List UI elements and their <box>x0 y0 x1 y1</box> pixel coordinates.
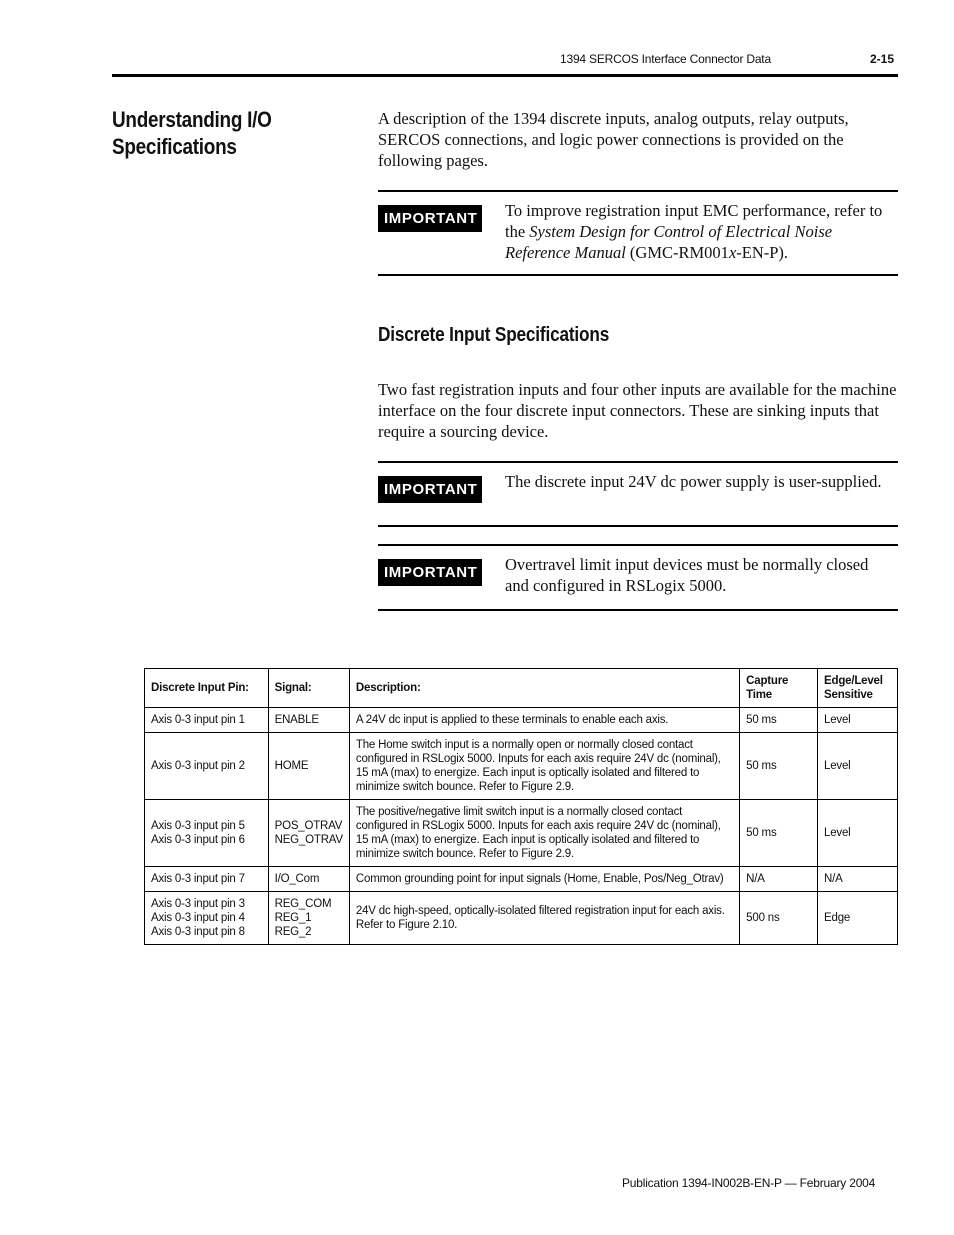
cell-pin <box>145 892 269 945</box>
cell-signal-line: POS_OTRAV <box>274 820 343 832</box>
reference-manual-title: System Design for Control of Electrical Noise Reference Manual <box>505 222 833 262</box>
table-row <box>145 800 898 867</box>
cell-capture-time: 50 ms <box>740 733 818 800</box>
cell-capture-time: 50 ms <box>740 800 818 867</box>
col-header-edge-level: Edge/Level Sensitive <box>818 669 898 708</box>
important-text-emc-post: -EN-P). <box>736 243 789 262</box>
intro-paragraph: A description of the 1394 discrete inputs, analog outputs, relay outputs, SERCOS connections, and logic power connections is provided on the following pages. <box>378 109 849 170</box>
cell-pin-line: Axis 0-3 input pin 6 <box>151 834 245 846</box>
cell-description: The positive/negative limit switch input is a normally closed contact configured in RSLogix 5000. Inputs for each axis require 24V dc (nominal), 15 mA (max) to energize. Each input is optically isolated and filtered to minimize switch bounce. Refer to Figure 2.9. <box>349 800 739 867</box>
cell-signal-line: HOME <box>274 760 309 772</box>
cell-signal <box>268 733 349 800</box>
cell-edge-level: Level <box>818 733 898 800</box>
cell-pin-line: Axis 0-3 input pin 5 <box>151 820 245 832</box>
table-row <box>145 733 898 800</box>
important-text-overtravel: Overtravel limit input devices must be normally closed and configured in RSLogix 5000. <box>505 555 869 595</box>
cell-signal-line: REG_1 <box>274 912 312 924</box>
important-note-emc <box>378 190 898 276</box>
page-number: 2-15 <box>870 52 895 66</box>
cell-signal-line: REG_COM <box>274 898 332 910</box>
cell-description: The Home switch input is a normally open or normally closed contact configured in RSLogix 5000. Inputs for each axis require 24V dc (nominal), 15 mA (max) to energize. Each input is optically isolated and filtered to minimize switch bounce. Refer to Figure 2.9. <box>349 733 739 800</box>
cell-pin <box>145 867 269 892</box>
important-text-emc-mid: (GMC-RM001 <box>625 243 729 262</box>
cell-capture-time: 50 ms <box>740 708 818 733</box>
cell-description: Common grounding point for input signals (Home, Enable, Pos/Neg_Otrav) <box>349 867 739 892</box>
important-label: IMPORTANT <box>378 476 482 503</box>
important-text-emc <box>505 200 885 263</box>
cell-edge-level: Edge <box>818 892 898 945</box>
cell-signal <box>268 892 349 945</box>
important-text-power-supply: The discrete input 24V dc power supply is user-supplied. <box>505 472 882 491</box>
cell-pin <box>145 708 269 733</box>
important-note-power-supply <box>378 461 898 527</box>
cell-pin-line: Axis 0-3 input pin 4 <box>151 912 245 924</box>
important-label: IMPORTANT <box>378 559 482 586</box>
cell-signal-line: ENABLE <box>274 714 319 726</box>
col-header-pin: Discrete Input Pin: <box>145 669 269 708</box>
cell-pin-line: Axis 0-3 input pin 3 <box>151 898 245 910</box>
table-row <box>145 708 898 733</box>
cell-pin-line: Axis 0-3 input pin 1 <box>151 714 245 726</box>
table-header-row <box>145 669 898 708</box>
cell-pin-line: Axis 0-3 input pin 7 <box>151 873 245 885</box>
cell-capture-time: 500 ns <box>740 892 818 945</box>
important-text-emc-x: x <box>728 243 737 262</box>
col-header-description: Description: <box>349 669 739 708</box>
section-title: Understanding I/O Specifications <box>112 107 272 159</box>
table-row <box>145 867 898 892</box>
publication-footer: Publication 1394-IN002B-EN-P — February 2004 <box>622 1176 876 1190</box>
cell-signal <box>268 708 349 733</box>
cell-signal <box>268 800 349 867</box>
col-header-signal: Signal: <box>268 669 349 708</box>
cell-edge-level: Level <box>818 800 898 867</box>
cell-signal-line: NEG_OTRAV <box>274 834 343 846</box>
header-rule <box>112 74 898 77</box>
cell-capture-time: N/A <box>740 867 818 892</box>
discrete-input-table <box>144 668 898 945</box>
cell-signal-line: REG_2 <box>274 926 312 938</box>
cell-pin <box>145 800 269 867</box>
cell-pin-line: Axis 0-3 input pin 8 <box>151 926 245 938</box>
table-row <box>145 892 898 945</box>
important-label: IMPORTANT <box>378 205 482 232</box>
cell-edge-level: N/A <box>818 867 898 892</box>
header-section-title: 1394 SERCOS Interface Connector Data <box>560 52 771 66</box>
cell-edge-level: Level <box>818 708 898 733</box>
cell-signal-line: I/O_Com <box>274 873 320 885</box>
col-header-capture-time: Capture Time <box>740 669 818 708</box>
subsection-title: Discrete Input Specifications <box>378 324 610 346</box>
important-note-overtravel <box>378 544 898 611</box>
cell-description: A 24V dc input is applied to these terminals to enable each axis. <box>349 708 739 733</box>
cell-pin-line: Axis 0-3 input pin 2 <box>151 760 245 772</box>
cell-description: 24V dc high-speed, optically-isolated filtered registration input for each axis. Refer to Figure 2.10. <box>349 892 739 945</box>
cell-signal <box>268 867 349 892</box>
cell-pin <box>145 733 269 800</box>
discrete-input-paragraph: Two fast registration inputs and four other inputs are available for the machine interface on the four discrete input connectors. These are sinking inputs that require a sourcing device. <box>378 380 897 441</box>
important-text-emc-pre: To improve registration input EMC performance, refer to the <box>505 201 883 241</box>
